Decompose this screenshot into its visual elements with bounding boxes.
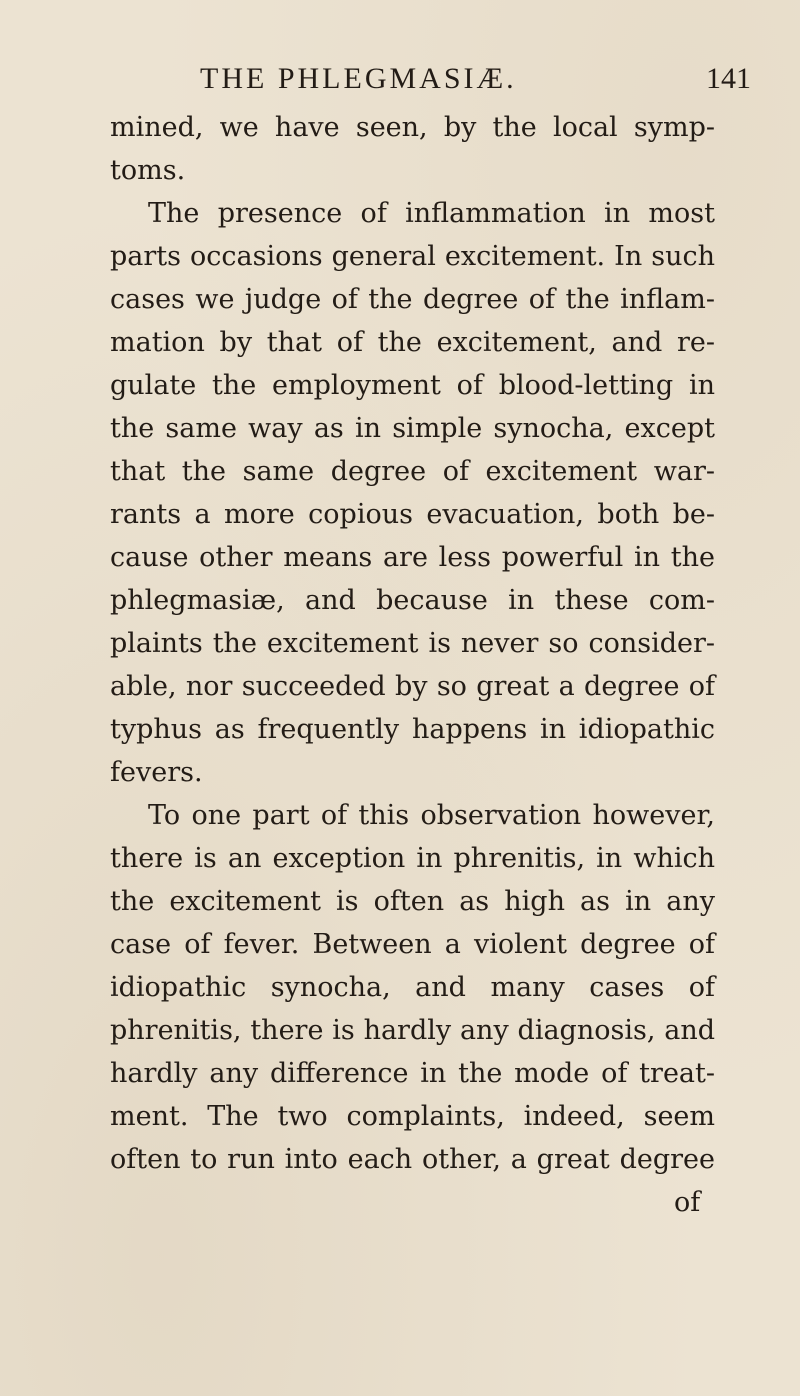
text-line: rants a more copious evacuation, both be- (110, 499, 715, 530)
text-line: mation by that of the excitement, and re- (110, 327, 715, 358)
text-line: hardly any difference in the mode of treat- (110, 1058, 715, 1089)
text-line: the same way as in simple synocha, except (110, 413, 715, 444)
text-line: case of fever. Between a violent degree of (110, 929, 715, 960)
text-line: The presence of inflammation in most (148, 198, 715, 229)
text-line: phrenitis, there is hardly any diagnosis, and (110, 1015, 715, 1046)
text-line: cause other means are less powerful in the (110, 542, 715, 573)
text-line: the excitement is often as high as in any (110, 886, 715, 917)
text-line: parts occasions general excitement. In such (110, 241, 715, 272)
text-line: idiopathic synocha, and many cases of (110, 972, 715, 1003)
text-line: able, nor succeeded by so great a degree of (110, 671, 715, 702)
text-line: typhus as frequently happens in idiopathic (110, 714, 715, 745)
catchword: of (674, 1187, 701, 1218)
text-line: that the same degree of excitement war- (110, 456, 715, 487)
page-number: 141 (706, 62, 751, 95)
text-line: cases we judge of the degree of the inflam- (110, 284, 715, 315)
text-line: toms. (110, 155, 186, 186)
page-header (0, 62, 800, 102)
text-line: mined, we have seen, by the local symp- (110, 112, 715, 143)
text-line: there is an exception in phrenitis, in which (110, 843, 715, 874)
running-head: THE PHLEGMASIÆ. (200, 62, 517, 95)
text-line: often to run into each other, a great degree (110, 1144, 715, 1175)
text-line: To one part of this observation however, (148, 800, 715, 831)
text-line: phlegmasiæ, and because in these com- (110, 585, 715, 616)
text-line: fevers. (110, 757, 203, 788)
text-line: plaints the excitement is never so consider- (110, 628, 715, 659)
text-line: gulate the employment of blood-letting in (110, 370, 715, 401)
text-line: ment. The two complaints, indeed, seem (110, 1101, 715, 1132)
